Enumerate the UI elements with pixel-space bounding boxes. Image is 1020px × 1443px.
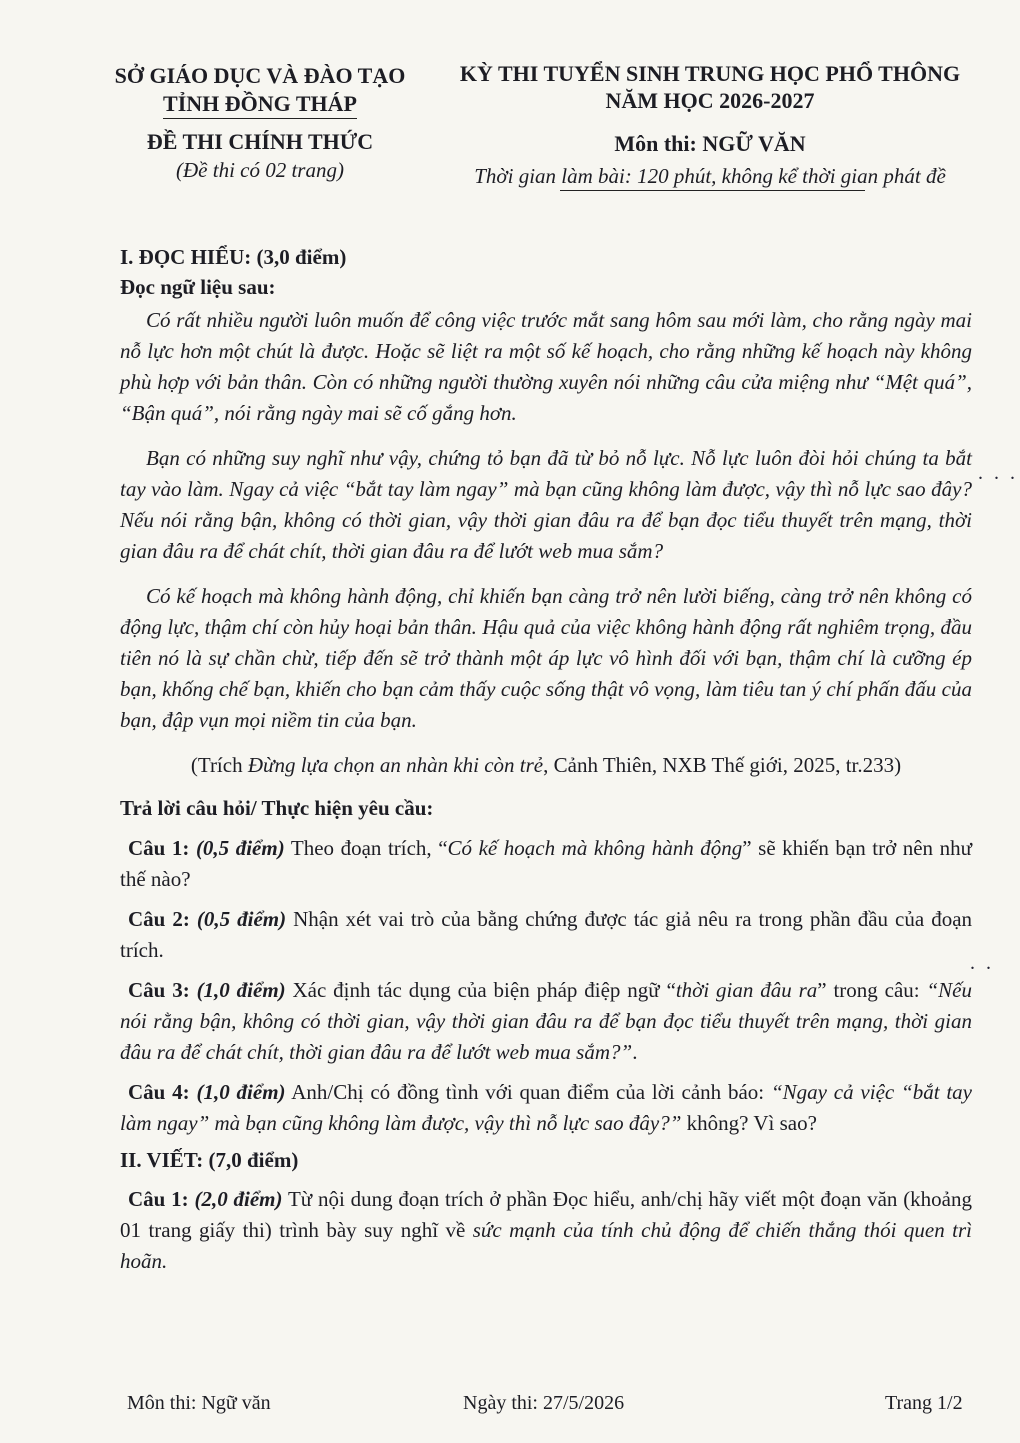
- footer-date: Ngày thi: 27/5/2026: [463, 1392, 625, 1414]
- question-text: Anh/Chị có đồng tình với quan điểm của lời cảnh báo:: [285, 1080, 771, 1104]
- header-divider: [560, 190, 865, 191]
- passage-paragraph-3: Có kế hoạch mà không hành động, chỉ khiến bạn càng trở nên lười biếng, càng trở nên không có động lực, thậm chí còn hủy hoại bản thân. Hậu quả của việc không hành động rất nghiêm trọng, đầu tiên nó là sự chần chừ, tiếp đến sẽ trở thành một áp lực vô hình đối với bạn, thậm chí là cưỡng ép bạn, khống chế bạn, khiến cho bạn cảm thấy cuộc sống thật vô vọng, làm tiêu tan ý chí phấn đấu của bạn, đập vụn mọi niềm tin của bạn.: [120, 584, 972, 732]
- province-name: TỈNH ĐỒNG THÁP: [163, 90, 357, 119]
- header-right: [415, 60, 1005, 190]
- question-points: (2,0 điểm): [194, 1187, 283, 1211]
- exam-body: [120, 242, 972, 1277]
- pen-mark-dots: . .: [970, 952, 994, 974]
- question-label: Câu 3:: [128, 978, 190, 1002]
- writing-topic: sức mạnh của tính chủ động để chiến thắng thói quen trì hoãn.: [120, 1218, 972, 1273]
- agency-name: SỞ GIÁO DỤC VÀ ĐÀO TẠO: [114, 63, 406, 88]
- question-quote: thời gian đâu ra: [675, 978, 818, 1002]
- exam-name: KỲ THI TUYỂN SINH TRUNG HỌC PHỔ THÔNG: [459, 61, 961, 86]
- header-left: [70, 62, 450, 184]
- citation-open: (Trích: [190, 753, 248, 777]
- question-2: [120, 904, 972, 966]
- question-text: Từ nội dung đoạn trích ở phần Đọc hiểu, anh/chị hãy viết một đoạn văn (khoảng 01 trang giấy thi) trình bày suy nghĩ về: [120, 1187, 973, 1242]
- pen-mark-dots: . . .: [978, 462, 1018, 484]
- subject-line: Môn thi: NGỮ VĂN: [614, 131, 806, 156]
- question-quote-sentence: “Nếu nói rằng bận, không có thời gian, vậy thời gian đâu ra để bạn đọc tiểu thuyết trên mạng, thời gian đâu ra để chát chít, thời gian đâu ra để lướt web mua sắm?”: [120, 978, 973, 1064]
- question-quote: Có kế hoạch mà không hành động: [447, 836, 743, 860]
- question-label: Câu 4:: [128, 1080, 190, 1104]
- question-points: (1,0 điểm): [196, 978, 286, 1002]
- question-quote: “Ngay cả việc “bắt tay làm ngay” mà bạn cũng không làm được, vậy thì nỗ lực sao đây?”: [120, 1080, 973, 1135]
- question-points: (0,5 điểm): [196, 907, 287, 931]
- question-text: Xác định tác dụng của biện pháp điệp ngữ “: [285, 978, 676, 1002]
- question-points: (1,0 điểm): [196, 1080, 286, 1104]
- question-text: ” trong câu:: [817, 978, 927, 1002]
- reading-intro: Đọc ngữ liệu sau:: [120, 275, 276, 299]
- school-year: NĂM HỌC 2026-2027: [605, 88, 815, 113]
- passage-paragraph-2: Bạn có những suy nghĩ như vậy, chứng tỏ bạn đã từ bỏ nỗ lực. Nỗ lực luôn đòi hỏi chúng ta bắt tay vào làm. Ngay cả việc “bắt tay làm ngay” mà bạn cũng không làm được, vậy thì nỗ lực sao đây? Nếu nói rằng bận, không có thời gian, vậy thời gian đâu ra để bạn đọc tiểu thuyết trên mạng, thời gian đâu ra để chát chít, thời gian đâu ra để lướt web mua sắm?: [120, 446, 972, 563]
- question-3: [120, 975, 972, 1068]
- question-4: [120, 1077, 972, 1139]
- question-text: .: [632, 1040, 638, 1064]
- writing-section-title: II. VIẾT: (7,0 điểm): [120, 1148, 299, 1172]
- question-text: Nhận xét vai trò của bằng chứng được tác giả nêu ra trong phần đầu của đoạn trích.: [120, 907, 973, 962]
- question-label: Câu 2:: [128, 907, 190, 931]
- question-label: Câu 1:: [128, 836, 190, 860]
- question-1: [120, 833, 972, 895]
- footer-subject: Môn thi: Ngữ văn: [127, 1392, 271, 1414]
- official-label: ĐỀ THI CHÍNH THỨC: [146, 129, 374, 154]
- question-points: (0,5 điểm): [195, 836, 285, 860]
- question-text: Theo đoạn trích, “: [284, 836, 448, 860]
- citation-title: Đừng lựa chọn an nhàn khi còn trẻ: [247, 753, 544, 777]
- question-text: không? Vì sao?: [681, 1111, 817, 1135]
- passage-paragraph-1: Có rất nhiều người luôn muốn để công việc trước mắt sang hôm sau mới làm, cho rằng ngày mai nỗ lực hơn một chút là được. Hoặc sẽ liệt ra một số kế hoạch, cho rằng những kế hoạch này không phù hợp với bản thân. Còn có những người thường xuyên nói những câu cửa miệng như “Mệt quá”, “Bận quá”, nói rằng ngày mai sẽ cố gắng hơn.: [120, 308, 972, 425]
- question-text: ” sẽ khiến bạn trở nên như thế nào?: [120, 836, 972, 891]
- requirement-label: Trả lời câu hỏi/ Thực hiện yêu cầu:: [120, 796, 434, 820]
- citation: [120, 750, 972, 781]
- time-line: Thời gian làm bài: 120 phút, không kể thời gian phát đề: [474, 164, 946, 188]
- footer-page: Trang 1/2: [885, 1392, 963, 1414]
- citation-rest: , Cảnh Thiên, NXB Thế giới, 2025, tr.233): [543, 753, 902, 777]
- pages-note: (Đề thi có 02 trang): [176, 158, 344, 182]
- writing-question-1: [120, 1184, 972, 1277]
- question-label: Câu 1:: [128, 1187, 189, 1211]
- reading-section-title: I. ĐỌC HIỂU: (3,0 điểm): [120, 245, 347, 269]
